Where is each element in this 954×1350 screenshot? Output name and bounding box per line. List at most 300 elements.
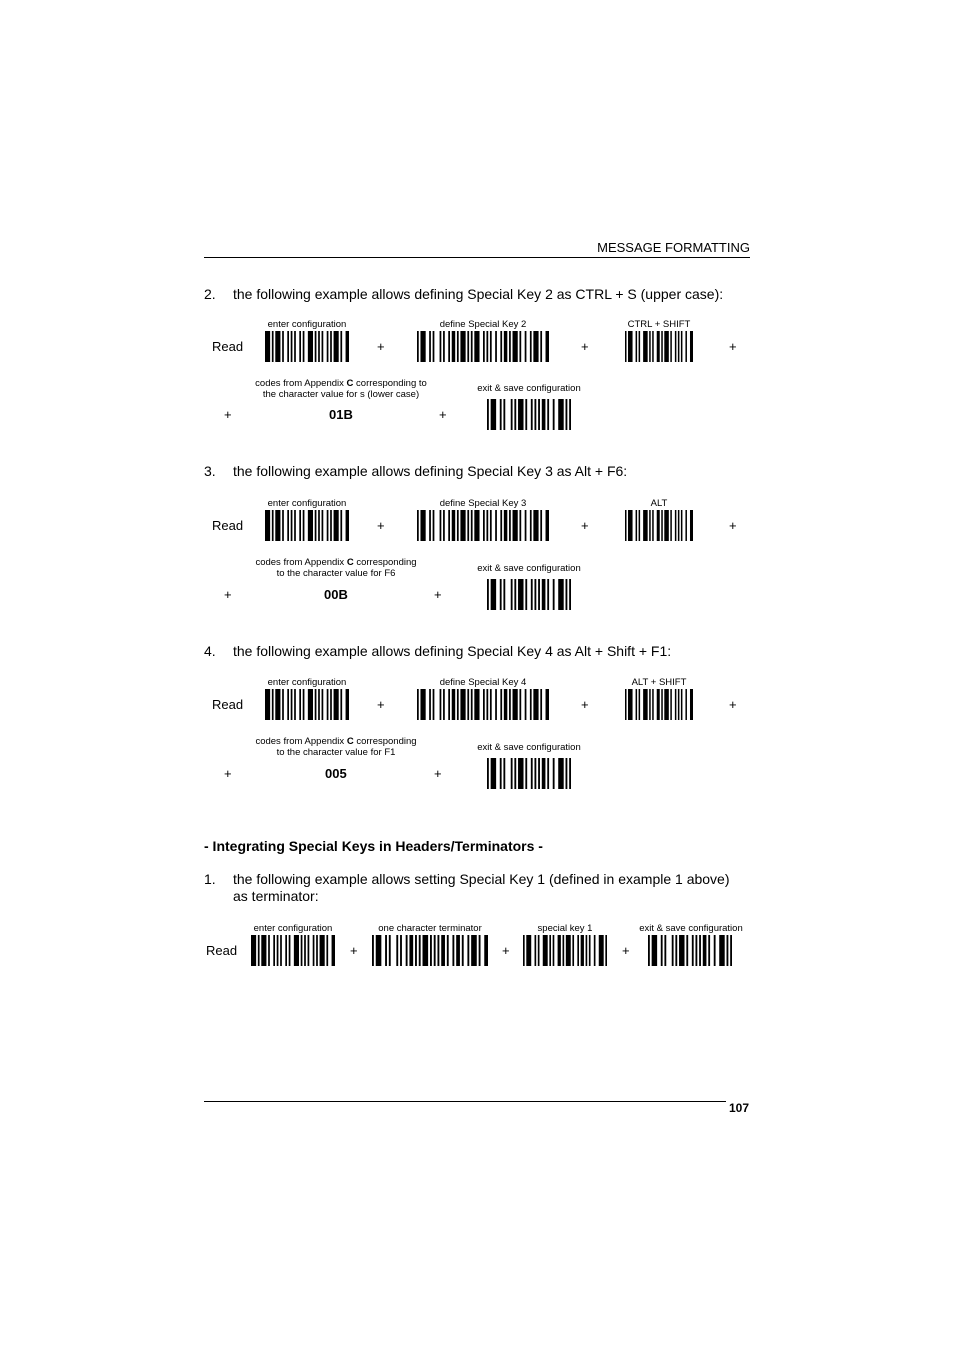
section-example-paragraph	[204, 871, 750, 907]
barcode-bar	[523, 935, 525, 966]
barcode-bar	[474, 331, 479, 362]
barcode-bar	[553, 579, 555, 610]
barcode-bar	[471, 331, 473, 362]
barcode-bar	[558, 935, 561, 966]
caption-define-special-key: define Special Key 2	[439, 319, 527, 330]
barcode-bar	[563, 935, 565, 966]
barcode-bar	[289, 935, 291, 966]
barcode-bar	[417, 689, 419, 720]
barcode-bar	[495, 331, 497, 362]
barcode-bar	[509, 510, 511, 541]
barcode-bar	[657, 331, 660, 362]
barcode-bar	[511, 579, 513, 610]
barcode-bar	[542, 579, 546, 610]
barcode-bar	[327, 331, 329, 362]
plus-sign: +	[439, 407, 447, 422]
barcode-bar	[649, 689, 651, 720]
barcode-modifier[interactable]	[625, 689, 693, 720]
barcode-bar	[531, 579, 533, 610]
barcode-bar	[330, 689, 332, 720]
barcode-graphic	[487, 399, 571, 430]
barcode-bar	[420, 689, 425, 720]
barcode-bar	[420, 331, 425, 362]
barcode-bar	[661, 331, 663, 362]
barcode-bar	[457, 689, 459, 720]
barcode-bar	[322, 689, 324, 720]
barcode-bar	[415, 935, 417, 966]
barcode-bar	[643, 331, 648, 362]
barcode-bar	[440, 689, 442, 720]
barcode-bar	[440, 510, 442, 541]
barcode-bar	[443, 331, 445, 362]
barcode-bar	[322, 331, 324, 362]
barcode-bar	[275, 689, 280, 720]
barcode-bar	[648, 935, 650, 966]
barcode-bar	[664, 510, 669, 541]
barcode-bar	[417, 331, 419, 362]
barcode-graphic	[625, 510, 693, 541]
barcode-bar	[318, 689, 320, 720]
plus-sign: +	[502, 943, 510, 958]
barcode-bar	[287, 510, 289, 541]
barcode-bar	[533, 510, 538, 541]
barcode-bar	[500, 331, 502, 362]
barcode-bar	[514, 399, 516, 430]
barcode-bar	[572, 935, 574, 966]
barcode-bar	[303, 510, 305, 541]
barcode-bar	[569, 758, 571, 789]
barcode-bar	[457, 510, 459, 541]
barcode-bar	[327, 510, 329, 541]
barcode-bar	[686, 935, 688, 966]
barcode-bar	[474, 510, 479, 541]
barcode-bar	[504, 689, 507, 720]
barcode-graphic	[487, 579, 571, 610]
barcode-bar	[437, 935, 439, 966]
barcode-bar	[346, 510, 349, 541]
example-text: the following example allows defining Special Key 4 as Alt + Shift + F1:	[233, 643, 672, 659]
barcode-bar	[420, 510, 425, 541]
appendix-caption: codes from Appendix C corresponding to the character value for s (lower case)	[255, 378, 427, 400]
barcode-bar	[509, 331, 511, 362]
barcode-exit-save[interactable]	[487, 758, 571, 789]
page-number: 107	[729, 1101, 750, 1115]
barcode-bar	[443, 510, 445, 541]
barcode-bar	[628, 510, 633, 541]
barcode-bar	[491, 579, 496, 610]
example-number: 4.	[204, 643, 216, 659]
barcode-bar	[452, 510, 455, 541]
plus-sign: +	[434, 766, 442, 781]
barcode-bar	[661, 689, 663, 720]
barcode-modifier[interactable]	[625, 510, 693, 541]
footer-rule	[204, 1101, 726, 1102]
barcode-bar	[530, 689, 532, 720]
barcode-bar	[708, 935, 710, 966]
barcode-enter-configuration[interactable]	[265, 510, 349, 541]
barcode-bar	[467, 510, 469, 541]
barcode-bar	[530, 331, 532, 362]
barcode-bar	[474, 689, 479, 720]
barcode-bar	[675, 689, 677, 720]
barcode-bar	[643, 689, 648, 720]
barcode-bar	[681, 331, 683, 362]
barcode-bar	[672, 935, 674, 966]
barcode-bar	[589, 935, 591, 966]
barcode-bar	[625, 689, 627, 720]
plus-sign: +	[377, 518, 385, 533]
caption-special-key-1: special key 1	[537, 923, 593, 934]
barcode-bar	[332, 935, 335, 966]
barcode-exit-save[interactable]	[487, 579, 571, 610]
barcode-bar	[518, 399, 523, 430]
barcode-special-key-1[interactable]	[523, 935, 607, 966]
barcode-bar	[487, 579, 489, 610]
barcode-bar	[625, 331, 627, 362]
barcode-bar	[294, 689, 296, 720]
barcode-bar	[526, 935, 531, 966]
barcode-enter-configuration[interactable]	[265, 689, 349, 720]
barcode-bar	[294, 331, 296, 362]
barcode-bar	[525, 510, 527, 541]
barcode-bar	[372, 935, 374, 966]
barcode-graphic	[265, 689, 349, 720]
barcode-exit-save[interactable]	[648, 935, 732, 966]
barcode-bar	[643, 510, 648, 541]
barcode-bar	[730, 935, 732, 966]
plus-sign: +	[729, 697, 737, 712]
barcode-bar	[534, 758, 536, 789]
caption-enter-configuration: enter configuration	[267, 498, 347, 509]
barcode-bar	[664, 935, 666, 966]
barcode-bar	[542, 758, 546, 789]
barcode-bar	[275, 331, 280, 362]
barcode-bar	[538, 758, 540, 789]
barcode-bar	[320, 935, 325, 966]
barcode-bar	[479, 935, 481, 966]
barcode-define-special-key[interactable]	[417, 331, 549, 362]
barcode-bar	[500, 758, 502, 789]
barcode-bar	[340, 689, 342, 720]
caption-modifier: ALT	[650, 498, 668, 509]
barcode-bar	[316, 935, 318, 966]
example-number: 1.	[204, 871, 216, 887]
barcode-bar	[291, 331, 293, 362]
barcode-bar	[670, 331, 672, 362]
barcode-bar	[685, 331, 687, 362]
barcode-bar	[433, 331, 435, 362]
barcode-graphic	[625, 331, 693, 362]
barcode-enter-configuration[interactable]	[251, 935, 335, 966]
barcode-bar	[525, 399, 527, 430]
barcode-bar	[538, 935, 540, 966]
barcode-bar	[685, 689, 687, 720]
barcode-bar	[511, 399, 513, 430]
barcode-bar	[467, 331, 469, 362]
barcode-bar	[486, 510, 488, 541]
barcode-bar	[534, 399, 536, 430]
barcode-bar	[678, 510, 680, 541]
plus-sign: +	[581, 518, 589, 533]
barcode-bar	[419, 935, 421, 966]
barcode-bar	[690, 689, 693, 720]
barcode-bar	[518, 579, 523, 610]
barcode-bar	[657, 510, 660, 541]
barcode-bar	[639, 331, 641, 362]
barcode-bar	[685, 510, 687, 541]
barcode-bar	[553, 399, 555, 430]
barcode-bar	[385, 935, 387, 966]
barcode-bar	[514, 579, 516, 610]
barcode-bar	[546, 331, 549, 362]
barcode-bar	[670, 510, 672, 541]
barcode-bar	[531, 399, 533, 430]
plus-sign: +	[377, 339, 385, 354]
barcode-bar	[525, 689, 527, 720]
barcode-bar	[500, 689, 502, 720]
barcode-bar	[679, 935, 684, 966]
plus-sign: +	[434, 587, 442, 602]
barcode-bar	[628, 689, 633, 720]
barcode-graphic	[265, 510, 349, 541]
barcode-bar	[495, 689, 497, 720]
barcode-bar	[268, 935, 270, 966]
barcode-bar	[346, 689, 349, 720]
barcode-bar	[406, 935, 408, 966]
barcode-bar	[538, 399, 540, 430]
barcode-bar	[500, 510, 502, 541]
barcode-bar	[675, 331, 677, 362]
barcode-bar	[625, 510, 627, 541]
barcode-bar	[467, 689, 469, 720]
barcode-bar	[690, 510, 693, 541]
barcode-bar	[504, 510, 507, 541]
appendix-caption: codes from Appendix C corresponding to the character value for F6	[255, 557, 417, 579]
barcode-bar	[460, 331, 465, 362]
barcode-bar	[280, 935, 282, 966]
barcode-bar	[525, 579, 527, 610]
barcode-bar	[719, 935, 724, 966]
plus-sign: +	[224, 587, 232, 602]
barcode-define-special-key[interactable]	[417, 510, 549, 541]
plus-sign: +	[729, 518, 737, 533]
barcode-bar	[649, 331, 651, 362]
barcode-bar	[277, 935, 279, 966]
barcode-graphic	[372, 935, 488, 966]
hex-code-value: 005	[325, 766, 347, 781]
barcode-bar	[486, 331, 488, 362]
barcode-one-character-terminator[interactable]	[372, 935, 488, 966]
example-text-line2: as terminator:	[233, 888, 319, 904]
barcode-bar	[460, 689, 465, 720]
read-label: Read	[206, 943, 238, 958]
barcode-bar	[511, 758, 513, 789]
barcode-bar	[340, 331, 342, 362]
caption-enter-configuration: enter configuration	[267, 677, 347, 688]
barcode-bar	[334, 689, 339, 720]
appendix-caption: codes from Appendix C corresponding to the character value for F1	[255, 736, 417, 758]
barcode-bar	[695, 935, 697, 966]
barcode-bar	[727, 935, 729, 966]
example-number: 2.	[204, 286, 216, 302]
barcode-bar	[251, 935, 256, 966]
barcode-bar	[513, 689, 518, 720]
barcode-bar	[586, 935, 588, 966]
barcode-graphic	[523, 935, 607, 966]
barcode-bar	[605, 935, 607, 966]
barcode-bar	[692, 935, 694, 966]
barcode-define-special-key[interactable]	[417, 689, 549, 720]
example-text: the following example allows defining Special Key 2 as CTRL + S (upper case):	[233, 286, 724, 302]
barcode-bar	[285, 935, 287, 966]
barcode-bar	[581, 935, 584, 966]
barcode-bar	[429, 689, 431, 720]
example-text-line1: the following example allows setting Special Key 1 (defined in example 1 above)	[233, 871, 730, 887]
barcode-bar	[471, 935, 477, 966]
barcode-bar	[538, 579, 540, 610]
barcode-bar	[330, 510, 332, 541]
barcode-bar	[543, 935, 548, 966]
barcode-enter-configuration[interactable]	[265, 331, 349, 362]
barcode-bar	[265, 331, 270, 362]
barcode-bar	[628, 331, 633, 362]
barcode-bar	[471, 689, 473, 720]
barcode-bar	[483, 510, 485, 541]
barcode-bar	[566, 399, 568, 430]
barcode-bar	[569, 399, 571, 430]
caption-exit-save: exit & save configuration	[477, 383, 581, 394]
barcode-bar	[566, 935, 571, 966]
barcode-bar	[553, 935, 555, 966]
barcode-bar	[272, 689, 274, 720]
barcode-bar	[322, 510, 324, 541]
barcode-bar	[530, 510, 532, 541]
barcode-bar	[441, 935, 445, 966]
page-header-title: MESSAGE FORMATTING	[597, 240, 750, 255]
barcode-bar	[652, 689, 654, 720]
barcode-bar	[287, 689, 289, 720]
caption-define-special-key: define Special Key 4	[439, 677, 527, 688]
plus-sign: +	[729, 339, 737, 354]
barcode-bar	[495, 510, 497, 541]
barcode-bar	[491, 758, 496, 789]
barcode-bar	[558, 579, 563, 610]
plus-sign: +	[581, 697, 589, 712]
barcode-bar	[308, 510, 313, 541]
barcode-bar	[690, 331, 693, 362]
barcode-bar	[340, 510, 342, 541]
caption-enter-configuration: enter configuration	[253, 923, 333, 934]
barcode-bar	[448, 331, 450, 362]
barcode-bar	[334, 331, 339, 362]
barcode-bar	[400, 935, 402, 966]
barcode-bar	[272, 510, 274, 541]
barcode-bar	[639, 689, 641, 720]
barcode-bar	[714, 935, 716, 966]
barcode-bar	[558, 399, 563, 430]
barcode-graphic	[417, 689, 549, 720]
barcode-bar	[519, 331, 521, 362]
barcode-bar	[272, 331, 274, 362]
barcode-bar	[542, 399, 546, 430]
barcode-bar	[519, 689, 521, 720]
caption-enter-configuration: enter configuration	[267, 319, 347, 330]
barcode-bar	[569, 579, 571, 610]
barcode-bar	[678, 331, 680, 362]
barcode-bar	[282, 331, 284, 362]
barcode-bar	[409, 935, 413, 966]
barcode-bar	[487, 399, 489, 430]
plus-sign: +	[377, 697, 385, 712]
barcode-graphic	[648, 935, 732, 966]
barcode-bar	[301, 935, 303, 966]
barcode-exit-save[interactable]	[487, 399, 571, 430]
barcode-bar	[540, 689, 542, 720]
barcode-bar	[376, 935, 382, 966]
caption-modifier: ALT + SHIFT	[631, 677, 687, 688]
barcode-bar	[299, 689, 301, 720]
barcode-bar	[652, 331, 654, 362]
barcode-bar	[490, 331, 492, 362]
barcode-bar	[308, 935, 310, 966]
barcode-bar	[504, 331, 507, 362]
barcode-modifier[interactable]	[625, 331, 693, 362]
barcode-bar	[533, 689, 538, 720]
barcode-bar	[315, 510, 317, 541]
barcode-bar	[546, 510, 549, 541]
example-2-paragraph	[204, 286, 750, 304]
example-3-paragraph	[204, 463, 750, 481]
barcode-bar	[275, 510, 280, 541]
barcode-bar	[467, 935, 469, 966]
barcode-bar	[681, 510, 683, 541]
barcode-bar	[462, 935, 464, 966]
read-label: Read	[212, 697, 244, 712]
barcode-bar	[500, 579, 502, 610]
barcode-bar	[430, 935, 432, 966]
barcode-graphic	[487, 758, 571, 789]
barcode-bar	[483, 331, 485, 362]
barcode-bar	[490, 510, 492, 541]
read-label: Read	[212, 339, 244, 354]
barcode-bar	[265, 510, 270, 541]
barcode-bar	[518, 758, 523, 789]
barcode-bar	[299, 510, 301, 541]
barcode-bar	[535, 935, 537, 966]
barcode-bar	[327, 689, 329, 720]
barcode-bar	[547, 399, 549, 430]
barcode-bar	[519, 510, 521, 541]
barcode-bar	[423, 935, 429, 966]
barcode-bar	[448, 510, 450, 541]
barcode-bar	[396, 935, 398, 966]
barcode-bar	[303, 331, 305, 362]
barcode-bar	[261, 935, 266, 966]
barcode-bar	[675, 510, 677, 541]
barcode-bar	[664, 689, 669, 720]
barcode-bar	[681, 689, 683, 720]
barcode-bar	[457, 331, 459, 362]
example-text: the following example allows defining Special Key 3 as Alt + F6:	[233, 463, 628, 479]
hex-code-value: 00B	[324, 587, 348, 602]
barcode-bar	[525, 758, 527, 789]
barcode-bar	[308, 689, 313, 720]
barcode-bar	[318, 510, 320, 541]
barcode-bar	[699, 935, 701, 966]
barcode-bar	[443, 689, 445, 720]
barcode-bar	[460, 510, 465, 541]
barcode-bar	[318, 331, 320, 362]
